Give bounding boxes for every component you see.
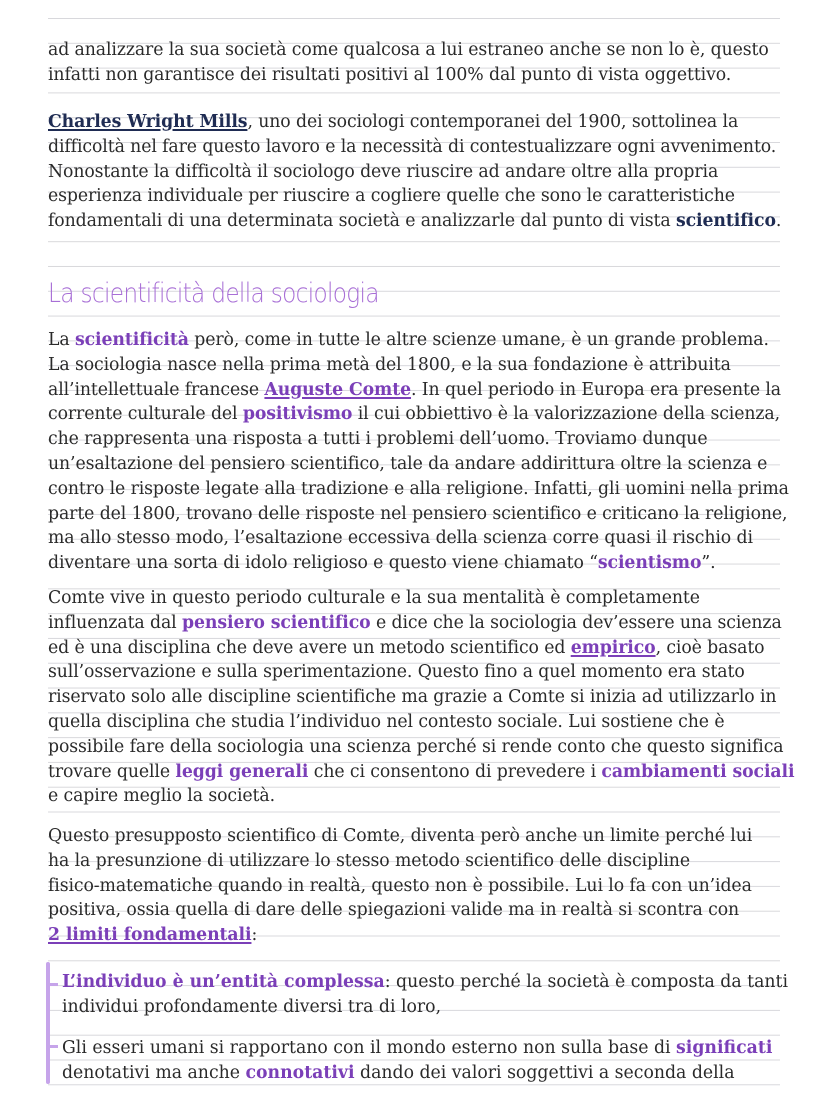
text-line — [48, 898, 788, 923]
text-line — [48, 427, 788, 452]
text-line — [48, 209, 788, 234]
highlighted-term: pensiero scientifico — [182, 612, 371, 633]
text-line — [48, 586, 788, 611]
text-run: ”. — [701, 553, 716, 574]
section-heading: La scientificità della sociologia — [48, 278, 379, 309]
text-line — [48, 551, 788, 576]
text-line — [48, 611, 788, 636]
text-run: quella disciplina che studia l’individuo nel contesto sociale. Lui sostiene che è — [48, 711, 725, 732]
text-run: . — [775, 211, 782, 232]
text-run: sull’osservazione e sulla sperimentazione. Questo fino a quel momento era stato — [48, 662, 745, 683]
text-run: fisico-matematiche quando in realtà, questo non è possibile. Lui lo fa con un’idea — [48, 875, 752, 896]
text-run: corrente culturale del — [48, 404, 243, 425]
paragraph-mills — [48, 110, 788, 234]
highlighted-term: empirico — [570, 637, 656, 658]
text-run: difficoltà nel fare questo lavoro e la necessità di contestualizzare ogni avvenimento. — [48, 136, 777, 157]
highlighted-term: L’individuo è un’entità complessa — [62, 972, 385, 992]
text-run: La — [48, 330, 75, 350]
highlighted-term: Auguste Comte — [264, 379, 412, 400]
list-item-esseri-umani — [62, 1036, 790, 1086]
text-line — [48, 160, 788, 185]
text-line — [48, 760, 795, 785]
text-line — [48, 685, 788, 710]
text-line — [62, 995, 790, 1020]
highlighted-term: cambiamenti sociali — [601, 761, 795, 782]
highlighted-term: scientifico — [676, 211, 776, 232]
text-run: , uno dei sociologi contemporanei del 1900, sottolinea la — [247, 112, 739, 132]
highlighted-term: Charles Wright Mills — [48, 112, 248, 132]
text-run: Comte vive in questo periodo culturale e la sua mentalità è completamente — [48, 588, 700, 608]
text-line — [48, 735, 788, 760]
text-line — [48, 923, 788, 948]
text-run: , cioè basato — [655, 637, 765, 658]
highlighted-term: scientificità — [74, 330, 189, 350]
highlighted-term: significati — [676, 1038, 773, 1058]
text-line — [48, 135, 788, 160]
text-run: individui profondamente diversi tra di loro, — [62, 996, 442, 1017]
text-line — [48, 660, 788, 685]
text-run: ma allo stesso modo, l’esaltazione eccessiva della scienza corre quasi il rischio di — [48, 528, 753, 549]
bullet-marker-1 — [46, 983, 58, 986]
text-line — [48, 452, 788, 477]
highlighted-term: 2 limiti fondamentali — [48, 925, 252, 946]
text-line — [48, 477, 788, 502]
text-line — [48, 502, 788, 527]
highlighted-term: connotativi — [245, 1062, 355, 1083]
text-run: dando dei valori soggettivi a seconda della — [354, 1062, 735, 1083]
text-run: ad analizzare la sua società come qualcosa a lui estraneo anche se non lo è, questo — [48, 40, 769, 60]
text-run: riservato solo alle discipline scientifiche ma grazie a Comte si inizia ad utilizzarlo in — [48, 687, 777, 708]
text-run: influenzata dal — [48, 612, 183, 633]
bullet-marker-2 — [46, 1045, 58, 1048]
list-item-individuo — [62, 970, 790, 1020]
paragraph-scientificita — [48, 328, 788, 576]
text-line — [62, 970, 790, 995]
text-run: La sociologia nasce nella prima metà del 1800, e la sua fondazione è attribuita — [48, 354, 731, 375]
text-line — [48, 849, 788, 874]
text-run: però, come in tutte le altre scienze umane, è un grande problema. — [188, 330, 769, 350]
text-run: e dice che la sociologia dev’essere una scienza — [370, 612, 782, 633]
text-run: trovare quelle — [48, 761, 176, 782]
text-line — [48, 63, 788, 88]
text-line — [48, 110, 788, 135]
text-run: che rappresenta una risposta a tutti i problemi dell’uomo. Troviamo dunque — [48, 429, 708, 450]
text-line — [62, 1036, 790, 1061]
text-line — [48, 184, 788, 209]
text-run: Gli esseri umani si rapportano con il mondo esterno non sulla base di — [62, 1038, 677, 1058]
text-line — [48, 378, 788, 403]
text-run: ha la presunzione di utilizzare lo stesso metodo scientifico delle discipline — [48, 850, 690, 871]
text-line — [48, 526, 788, 551]
text-run: positiva, ossia quella di dare delle spiegazioni valide ma in realtà si scontra con — [48, 900, 740, 921]
text-run: diventare una sorta di idolo religioso e questo viene chiamato “ — [48, 553, 598, 574]
text-run: all’intellettuale francese — [48, 379, 265, 400]
text-run: che ci consentono di prevedere i — [308, 761, 602, 782]
text-run: ed è una disciplina che deve avere un metodo scientifico ed — [48, 637, 571, 658]
text-run: possibile fare della sociologia una scienza perché si rende conto che questo significa — [48, 736, 784, 757]
text-run: infatti non garantisce dei risultati positivi al 100% dal punto di vista oggettivo. — [48, 64, 732, 85]
highlighted-term: positivismo — [242, 404, 353, 425]
text-run: contro le risposte legate alla tradizione e alla religione. Infatti, gli uomini nella prima — [48, 478, 789, 499]
text-run: : questo perché la società è composta da tanti — [384, 972, 788, 992]
text-line — [48, 353, 788, 378]
text-line — [48, 710, 788, 735]
text-run: parte del 1800, trovano delle risposte nel pensiero scientifico e criticano la religione, — [48, 503, 788, 524]
text-line — [48, 874, 788, 899]
text-line — [48, 784, 788, 809]
text-run: esperienza individuale per riuscire a cogliere quelle che sono le caratteristiche — [48, 186, 735, 207]
text-run: e capire meglio la società. — [48, 786, 275, 807]
text-run: Questo presupposto scientifico di Comte, diventa però anche un limite perché lui — [48, 826, 753, 846]
highlighted-term: leggi generali — [175, 761, 309, 782]
text-run: il cui obbiettivo è la valorizzazione della scienza, — [352, 404, 780, 425]
text-run: . In quel periodo in Europa era presente la — [411, 379, 782, 400]
paragraph-limiti — [48, 824, 788, 948]
list-accent-bar — [46, 962, 50, 1084]
paragraph-intro — [48, 38, 788, 88]
text-run: denotativi ma anche — [62, 1062, 246, 1083]
text-line — [48, 402, 788, 427]
text-line — [62, 1061, 790, 1086]
highlighted-term: scientismo — [597, 553, 702, 574]
text-line — [48, 824, 788, 849]
text-run: : — [251, 925, 258, 946]
paragraph-comte — [48, 586, 795, 809]
text-run: un’esaltazione del pensiero scientifico, tale da andare addirittura oltre la scienza e — [48, 453, 768, 474]
text-line — [48, 328, 788, 353]
text-line — [48, 38, 788, 63]
text-run: fondamentali di una determinata società e analizzarle dal punto di vista — [48, 211, 676, 232]
text-line — [48, 636, 788, 661]
text-run: Nonostante la difficoltà il sociologo deve riuscire ad andare oltre alla propria — [48, 161, 719, 182]
